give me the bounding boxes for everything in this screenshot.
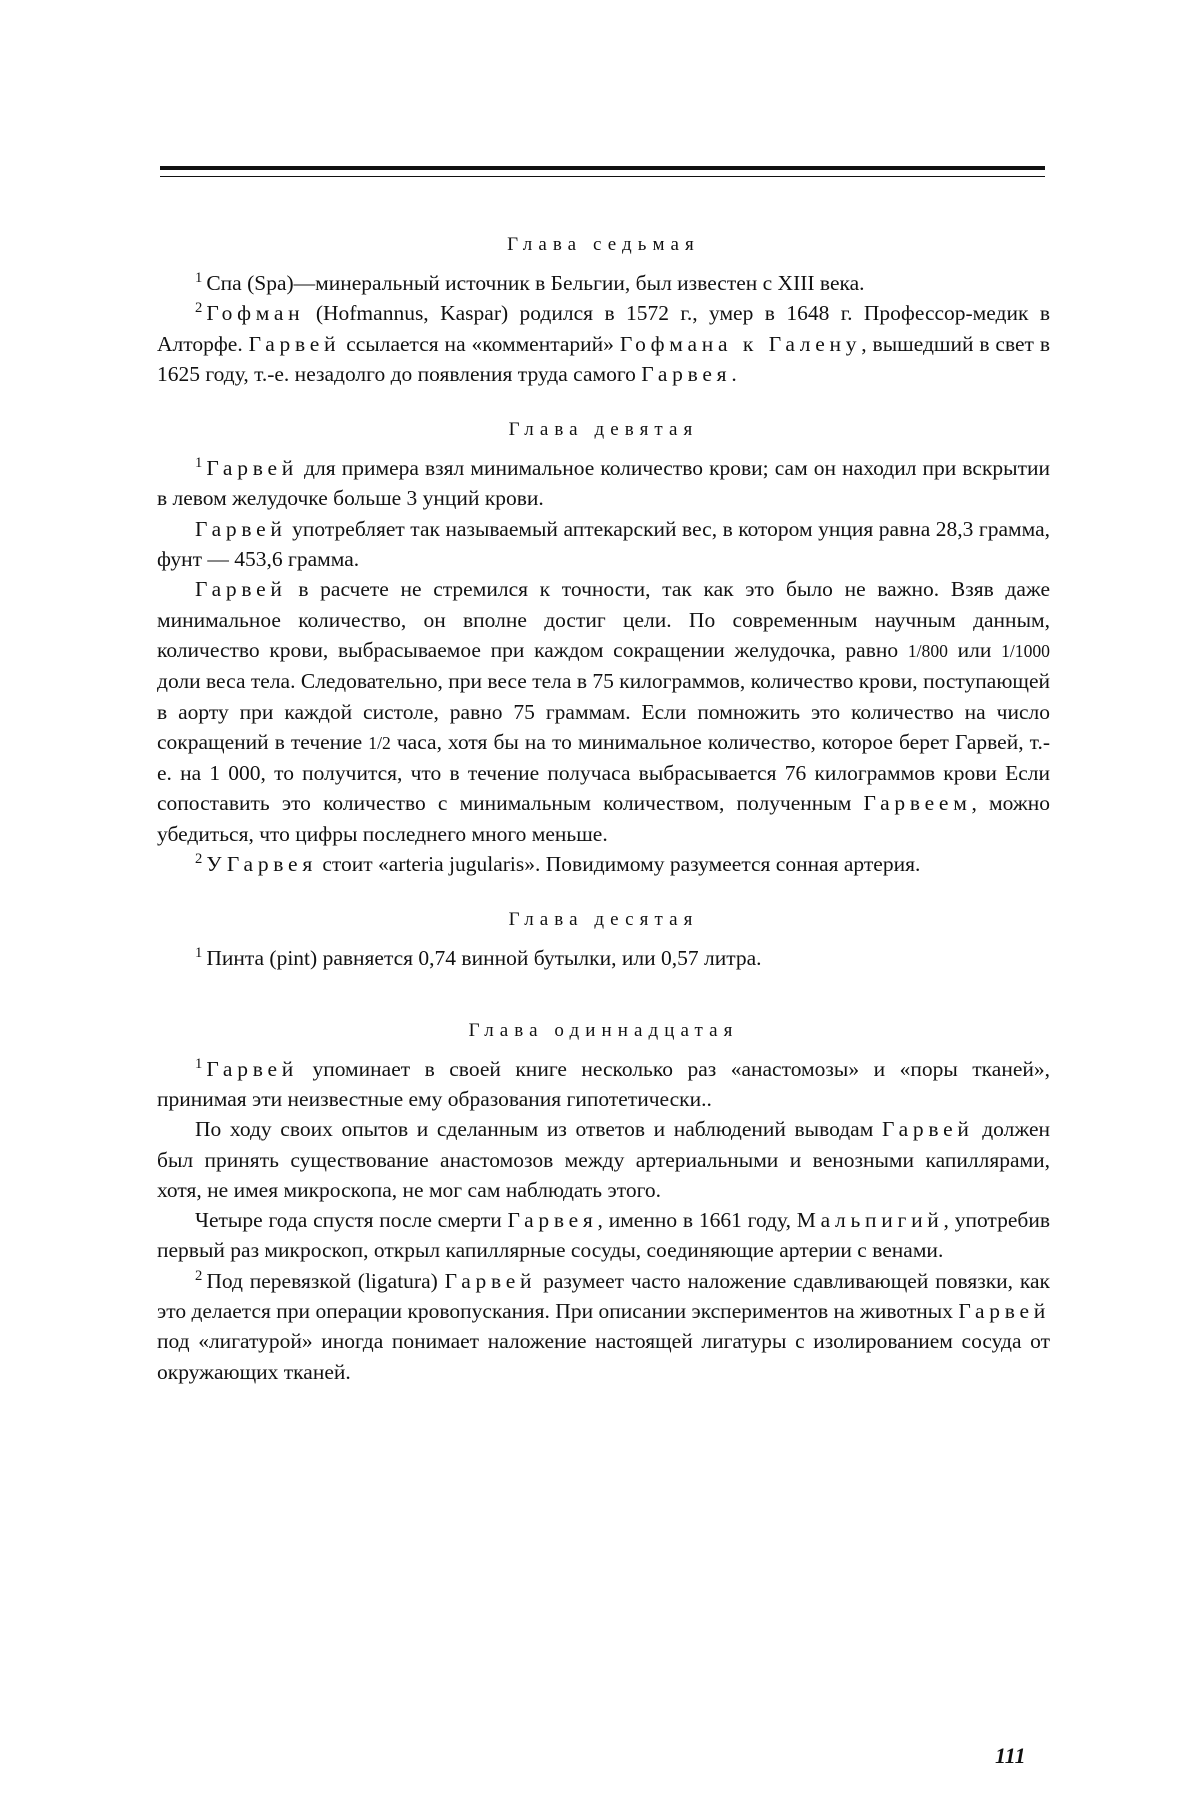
chapter-title-tenth: Глава десятая (157, 907, 1050, 933)
note-9-1-cont-weight: Гарвей употребляет так называемый аптекарский вес, в котором унция равна 28,3 грамма, фунт — 453,6 грамма. (157, 514, 1050, 575)
note-10-1: 1 Пинта (pint) равняется 0,74 винной бутылки, или 0,57 литра. (157, 943, 1050, 973)
page-number: 111 (995, 1743, 1026, 1769)
note-9-1: 1 Гарвей для примера взял минимальное количество крови; сам он находил при вскрытии в левом желудочке больше 3 унций крови. (157, 453, 1050, 514)
chapter-title-ninth: Глава девятая (157, 417, 1050, 443)
note-11-2: 2 Под перевязкой (ligatura) Гарвей разумеет часто наложение сдавливающей повязки, как это делается при операции кровопускания. При описании экспериментов на животных Гарвей под «лигатурой» иногда понимает наложение настоящей лигатуры с изолированием сосуда от окружающих тканей. (157, 1266, 1050, 1387)
footnote-number: 2 (195, 1268, 202, 1284)
note-11-1-cont-malpighi: Четыре года спустя после смерти Гарвея, именно в 1661 году, Мальпигий, употребив первый раз микроскоп, открыл капиллярные сосуды, соединяющие артерии с венами. (157, 1205, 1050, 1266)
footnote-number: 1 (195, 455, 202, 471)
chapter-title-eleventh: Глава одиннадцатая (157, 1018, 1050, 1044)
notes-content (157, 232, 1050, 1387)
header-rule-thin (160, 176, 1045, 177)
note-9-1-cont-calc: Гарвей в расчете не стремился к точности, так как это было не важно. Взяв даже минимальное количество, он вполне достиг цели. По современным научным данным, количество крови, выбрасываемое при каждом сокращении желудочка, равно 1/800 или 1/1000 доли веса тела. Следовательно, при весе тела в 75 килограммов, количество крови, поступающей в аорту при каждой систоле, равно 75 граммам. Если помножить это количество на число сокращений в течение 1/2 часа, хотя бы на то минимальное количество, которое берет Гарвей, т.-е. на 1 000, то получится, что в течение получаса выбрасывается 76 килограммов крови Если сопоставить это количество с минимальным количеством, полученным Гарвеем, можно убедиться, что цифры последнего много меньше. (157, 574, 1050, 849)
fraction: 1/2 (368, 733, 391, 753)
footnote-number: 1 (195, 945, 202, 961)
note-9-2: 2 У Гарвея стоит «arteria jugularis». Повидимому разумеется сонная артерия. (157, 849, 1050, 879)
chapter-title-seventh: Глава седьмая (157, 232, 1050, 258)
fraction: 1/800 (908, 641, 948, 661)
footnote-number: 2 (195, 300, 202, 316)
header-rule-thick (160, 166, 1045, 170)
note-11-1: 1 Гарвей упоминает в своей книге несколько раз «анастомозы» и «поры тканей», принимая эти неизвестные ему образования гипотетически.. (157, 1054, 1050, 1115)
footnote-number: 2 (195, 851, 202, 867)
note-11-1-cont-anastomoses: По ходу своих опытов и сделанным из ответов и наблюдений выводам Гарвей должен был принять существование анастомозов между артериальными и венозными капиллярами, хотя, не имея микроскопа, не мог сам наблюдать этого. (157, 1114, 1050, 1205)
footnote-number: 1 (195, 1056, 202, 1072)
footnote-number: 1 (195, 270, 202, 286)
note-7-2: 2 Гофман (Hofmannus, Kaspar) родился в 1572 г., умер в 1648 г. Профессор-медик в Алторфе. Гарвей ссылается на «комментарий» Гофмана к Галену, вышедший в свет в 1625 году, т.-е. незадолго до появления труда самого Гарвея. (157, 298, 1050, 389)
fraction: 1/1000 (1001, 641, 1050, 661)
note-7-1: 1 Спа (Spa)—минеральный источник в Бельгии, был известен с XIII века. (157, 268, 1050, 298)
